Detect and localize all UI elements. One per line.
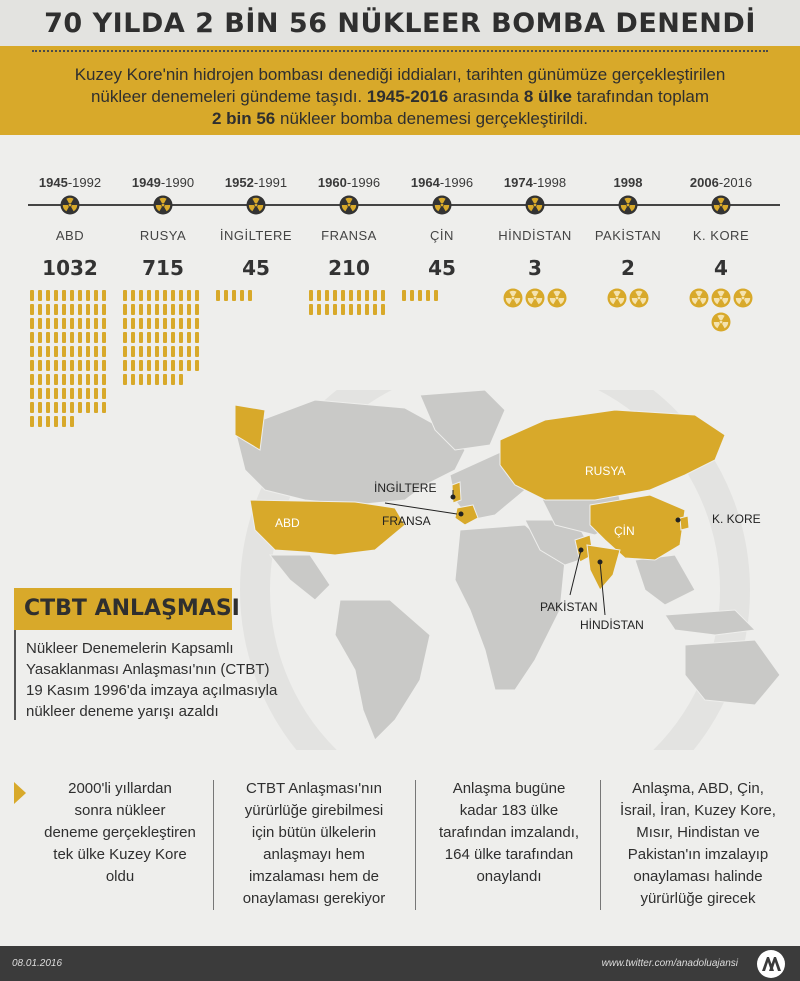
test-count: 2: [621, 256, 635, 280]
test-count: 45: [428, 256, 456, 280]
test-bar: [102, 346, 106, 357]
test-bar: [373, 304, 377, 315]
test-count: 715: [142, 256, 184, 280]
test-bar: [102, 318, 106, 329]
test-bar: [86, 388, 90, 399]
test-bar: [155, 346, 159, 357]
page-title: 70 YILDA 2 BİN 56 NÜKLEER BOMBA DENENDİ: [44, 7, 756, 39]
test-bar: [163, 374, 167, 385]
test-bar: [155, 304, 159, 315]
test-bar: [70, 360, 74, 371]
test-bar: [38, 304, 42, 315]
test-bar: [418, 290, 422, 301]
landmass-mexico: [270, 555, 330, 600]
test-bar: [38, 318, 42, 329]
test-bar: [54, 388, 58, 399]
test-bar: [102, 290, 106, 301]
test-bar: [402, 290, 406, 301]
test-bar: [30, 332, 34, 343]
country-nkorea: [680, 516, 689, 530]
test-bar: [131, 346, 135, 357]
test-bar: [62, 374, 66, 385]
test-bar: [317, 304, 321, 315]
test-bar: [179, 360, 183, 371]
ctbt-line: [14, 630, 16, 720]
fact-1: 2000'li yıllardan sonra nükleer deneme gerçekleştiren tek ülke Kuzey Kore oldu: [44, 780, 196, 885]
test-bar: [171, 290, 175, 301]
test-icon: [525, 288, 545, 308]
test-bar: [195, 346, 199, 357]
test-bar: [70, 374, 74, 385]
test-bar: [78, 402, 82, 413]
test-bar: [163, 332, 167, 343]
test-bar: [62, 318, 66, 329]
test-bar: [54, 304, 58, 315]
test-bar: [78, 360, 82, 371]
test-bar: [102, 332, 106, 343]
test-bar: [131, 304, 135, 315]
test-bar: [179, 346, 183, 357]
test-bar: [94, 304, 98, 315]
country-name: ÇİN: [430, 228, 454, 243]
country-name: FRANSA: [321, 228, 377, 243]
map-label-russia: RUSYA: [585, 464, 626, 478]
test-bar: [195, 290, 199, 301]
test-bar: [349, 304, 353, 315]
test-bar: [94, 290, 98, 301]
country-years: 1952-1991: [224, 175, 288, 190]
test-bar: [365, 290, 369, 301]
test-bar: [147, 332, 151, 343]
test-bar: [30, 346, 34, 357]
test-bar: [30, 416, 34, 427]
arrow-icon: [14, 782, 26, 804]
country-name: K. KORE: [692, 228, 750, 243]
test-bar: [123, 304, 127, 315]
test-bar: [131, 360, 135, 371]
test-bar: [123, 332, 127, 343]
test-bar: [38, 402, 42, 413]
test-bar: [102, 388, 106, 399]
test-bar: [54, 318, 58, 329]
test-bar: [410, 290, 414, 301]
test-bar: [30, 374, 34, 385]
test-bar: [94, 318, 98, 329]
test-bar: [62, 304, 66, 315]
ctbt-title: CTBT ANLAŞMASI: [24, 596, 240, 621]
country-years: 1998: [613, 175, 643, 190]
test-bar: [62, 346, 66, 357]
separator: [415, 780, 416, 910]
test-bar: [163, 360, 167, 371]
test-bar: [102, 304, 106, 315]
test-icon: [629, 288, 649, 308]
intro-line-1: Kuzey Kore'nin hidrojen bombası denediği iddiaları, tarihten günümüze gerçekleştirilen: [74, 65, 726, 84]
test-bar: [232, 290, 236, 301]
test-bar: [147, 374, 151, 385]
test-bar: [62, 388, 66, 399]
test-bar: [46, 304, 50, 315]
map-label-france: FRANSA: [382, 514, 431, 528]
map-label-china: ÇİN: [614, 524, 635, 538]
test-count: 4: [714, 256, 728, 280]
test-bar: [102, 374, 106, 385]
ctbt-text-line: 19 Kasım 1996'da imzaya açılmasıyla: [26, 682, 278, 699]
test-bar: [171, 360, 175, 371]
test-bar: [94, 360, 98, 371]
test-bar: [179, 318, 183, 329]
country-france: [455, 505, 478, 525]
title-strip: [0, 0, 800, 46]
separator: [213, 780, 214, 910]
test-bar: [341, 304, 345, 315]
test-bar: [171, 318, 175, 329]
test-bar: [86, 332, 90, 343]
test-bar: [30, 290, 34, 301]
test-bar: [123, 360, 127, 371]
radiation-icon: [60, 195, 80, 215]
test-bar: [171, 374, 175, 385]
test-bar: [325, 304, 329, 315]
test-bar: [38, 388, 42, 399]
test-bar: [46, 374, 50, 385]
divider: [32, 50, 768, 52]
country-name: RUSYA: [139, 228, 187, 243]
test-bar: [123, 374, 127, 385]
radiation-icon: [432, 195, 452, 215]
test-bar: [46, 402, 50, 413]
test-bar: [248, 290, 252, 301]
test-count: 1032: [42, 256, 98, 280]
test-bar: [94, 402, 98, 413]
test-bar: [333, 290, 337, 301]
test-icon: [547, 288, 567, 308]
separator: [600, 780, 601, 910]
test-bar: [86, 374, 90, 385]
test-bar: [187, 360, 191, 371]
test-bar: [86, 346, 90, 357]
country-name: PAKİSTAN: [594, 228, 662, 243]
country-years: 2006-2016: [689, 175, 753, 190]
test-bar: [102, 402, 106, 413]
test-bar: [86, 318, 90, 329]
test-bar: [357, 290, 361, 301]
test-bar: [179, 332, 183, 343]
footer-twitter-link[interactable]: www.twitter.com/anadoluajansi: [601, 958, 738, 969]
test-bar: [187, 290, 191, 301]
test-bar: [373, 290, 377, 301]
radiation-icon: [711, 195, 731, 215]
test-icon: [689, 288, 709, 308]
test-bar: [78, 388, 82, 399]
test-count: 210: [328, 256, 370, 280]
test-bar: [139, 332, 143, 343]
radiation-icon: [525, 195, 545, 215]
test-bar: [86, 360, 90, 371]
test-bar: [70, 290, 74, 301]
intro-line-2: nükleer denemeleri gündeme taşıdı. 1945-2016 arasında 8 ülke tarafından toplam: [90, 87, 710, 106]
test-bar: [54, 402, 58, 413]
country-years: 1964-1996: [410, 175, 474, 190]
test-bar: [195, 360, 199, 371]
leader-uk-dot: [451, 495, 455, 499]
test-bar: [38, 290, 42, 301]
test-bar: [434, 290, 438, 301]
ctbt-text-line: nükleer deneme yarışı azaldı: [26, 703, 219, 720]
test-bar: [171, 346, 175, 357]
test-bar: [38, 332, 42, 343]
test-bar: [171, 304, 175, 315]
test-bar: [62, 402, 66, 413]
test-bar: [30, 402, 34, 413]
test-bar: [70, 346, 74, 357]
test-bar: [78, 318, 82, 329]
test-bar: [94, 374, 98, 385]
test-bar: [179, 374, 183, 385]
test-icon: [607, 288, 627, 308]
test-count: 3: [528, 256, 542, 280]
test-bar: [195, 332, 199, 343]
test-bar: [139, 304, 143, 315]
test-bar: [94, 332, 98, 343]
test-bar: [86, 290, 90, 301]
test-bar: [224, 290, 228, 301]
test-bar: [54, 346, 58, 357]
test-bar: [54, 332, 58, 343]
test-bar: [163, 304, 167, 315]
test-bar: [70, 402, 74, 413]
test-bar: [349, 290, 353, 301]
test-bar: [123, 346, 127, 357]
test-bar: [78, 332, 82, 343]
test-bar: [46, 318, 50, 329]
landmass-se-asia: [635, 555, 695, 605]
test-bar: [163, 346, 167, 357]
test-bar: [54, 416, 58, 427]
test-bar: [131, 332, 135, 343]
test-bar: [46, 416, 50, 427]
test-bar: [86, 304, 90, 315]
test-bar: [195, 318, 199, 329]
test-bar: [123, 290, 127, 301]
fact-3: Anlaşma bugüne kadar 183 ülke tarafından imzalandı, 164 ülke tarafından onaylandı: [438, 780, 580, 885]
test-bar: [333, 304, 337, 315]
test-bar: [187, 346, 191, 357]
intro-text: [40, 64, 760, 130]
test-bar: [309, 304, 313, 315]
radiation-icon: [246, 195, 266, 215]
test-bar: [94, 346, 98, 357]
test-bar: [139, 374, 143, 385]
test-bar: [325, 290, 329, 301]
test-bar: [240, 290, 244, 301]
test-bar: [163, 318, 167, 329]
country-years: 1949-1990: [131, 175, 195, 190]
test-bar: [147, 360, 151, 371]
map-label-india: HİNDİSTAN: [580, 618, 644, 632]
test-bar: [30, 388, 34, 399]
country-russia: [500, 410, 725, 500]
ctbt-text-line: Nükleer Denemelerin Kapsamlı: [26, 640, 234, 657]
footer: [0, 946, 800, 981]
test-bar: [46, 360, 50, 371]
test-bar: [78, 346, 82, 357]
test-count: 45: [242, 256, 270, 280]
test-icon: [733, 288, 753, 308]
test-bar: [216, 290, 220, 301]
fact-2: CTBT Anlaşması'nın yürürlüğe girebilmesi için bütün ülkelerin anlaşmayı hem imzalaması hem de onaylaması gerekiyor: [242, 780, 386, 907]
test-bar: [187, 318, 191, 329]
aa-logo-icon: [756, 949, 786, 979]
leader-nkorea-dot: [676, 518, 680, 522]
radiation-icon: [618, 195, 638, 215]
country-name: HİNDİSTAN: [498, 228, 572, 243]
fact-4: Anlaşma, ABD, Çin, İsrail, İran, Kuzey Kore, Mısır, Hindistan ve Pakistan'ın imzalayıp onaylaması halinde yürürlüğe girecek: [620, 780, 776, 907]
test-bar: [365, 304, 369, 315]
test-bar: [54, 290, 58, 301]
test-bar: [147, 290, 151, 301]
test-icon: [711, 288, 731, 308]
test-bar: [155, 290, 159, 301]
country-years: 1974-1998: [503, 175, 567, 190]
test-bar: [46, 388, 50, 399]
test-bar: [381, 290, 385, 301]
leader-france-dot: [459, 512, 463, 516]
test-bar: [62, 332, 66, 343]
test-bar: [70, 318, 74, 329]
test-bar: [78, 304, 82, 315]
test-bar: [38, 360, 42, 371]
test-bar: [70, 304, 74, 315]
test-bar: [179, 290, 183, 301]
test-bar: [46, 332, 50, 343]
test-bar: [131, 318, 135, 329]
test-bar: [78, 374, 82, 385]
test-bar: [309, 290, 313, 301]
footer-date: 08.01.2016: [12, 958, 63, 969]
test-bar: [38, 416, 42, 427]
test-bar: [147, 346, 151, 357]
test-icon: [503, 288, 523, 308]
test-bar: [123, 318, 127, 329]
map-label-pakistan: PAKİSTAN: [540, 600, 598, 614]
test-bar: [317, 290, 321, 301]
test-bar: [179, 304, 183, 315]
test-bar: [94, 388, 98, 399]
test-bar: [187, 304, 191, 315]
test-icon: [711, 312, 731, 332]
country-years: 1945-1992: [38, 175, 102, 190]
test-bar: [131, 290, 135, 301]
landmass-south-america: [335, 600, 430, 740]
test-bar: [381, 304, 385, 315]
test-bar: [102, 360, 106, 371]
timeline-line: [28, 204, 780, 206]
test-bar: [131, 374, 135, 385]
test-bar: [147, 318, 151, 329]
test-bar: [171, 332, 175, 343]
map-label-nkorea: K. KORE: [712, 512, 761, 526]
test-bar: [86, 402, 90, 413]
test-bar: [30, 360, 34, 371]
test-bar: [78, 290, 82, 301]
test-bar: [70, 416, 74, 427]
test-bar: [341, 290, 345, 301]
test-bar: [62, 360, 66, 371]
test-bar: [155, 332, 159, 343]
test-bar: [46, 346, 50, 357]
test-bar: [195, 304, 199, 315]
test-bar: [139, 360, 143, 371]
country-india: [587, 545, 620, 590]
test-bar: [155, 360, 159, 371]
test-bar: [139, 290, 143, 301]
radiation-icon: [339, 195, 359, 215]
test-bar: [70, 388, 74, 399]
test-bar: [54, 374, 58, 385]
test-bar: [155, 374, 159, 385]
ctbt-text-line: Yasaklanması Anlaşması'nın (CTBT): [26, 661, 270, 678]
test-bar: [38, 374, 42, 385]
test-bar: [30, 304, 34, 315]
country-name: İNGİLTERE: [219, 228, 293, 243]
radiation-icon: [153, 195, 173, 215]
test-bar: [187, 332, 191, 343]
test-bar: [139, 346, 143, 357]
ctbt-text: [26, 638, 326, 722]
test-bar: [46, 290, 50, 301]
test-bar: [30, 318, 34, 329]
test-bar: [147, 304, 151, 315]
intro-line-3: 2 bin 56 nükleer bomba denemesi gerçekleştirildi.: [211, 109, 589, 128]
test-bar: [70, 332, 74, 343]
test-bar: [139, 318, 143, 329]
map-label-usa: ABD: [275, 516, 300, 530]
map-label-uk: İNGİLTERE: [374, 481, 437, 495]
country-name: ABD: [55, 228, 85, 243]
test-bar: [62, 416, 66, 427]
test-bar: [62, 290, 66, 301]
test-bar: [155, 318, 159, 329]
country-years: 1960-1996: [317, 175, 381, 190]
test-bar: [38, 346, 42, 357]
test-bar: [54, 360, 58, 371]
test-bar: [426, 290, 430, 301]
test-bar: [163, 290, 167, 301]
test-bar: [357, 304, 361, 315]
